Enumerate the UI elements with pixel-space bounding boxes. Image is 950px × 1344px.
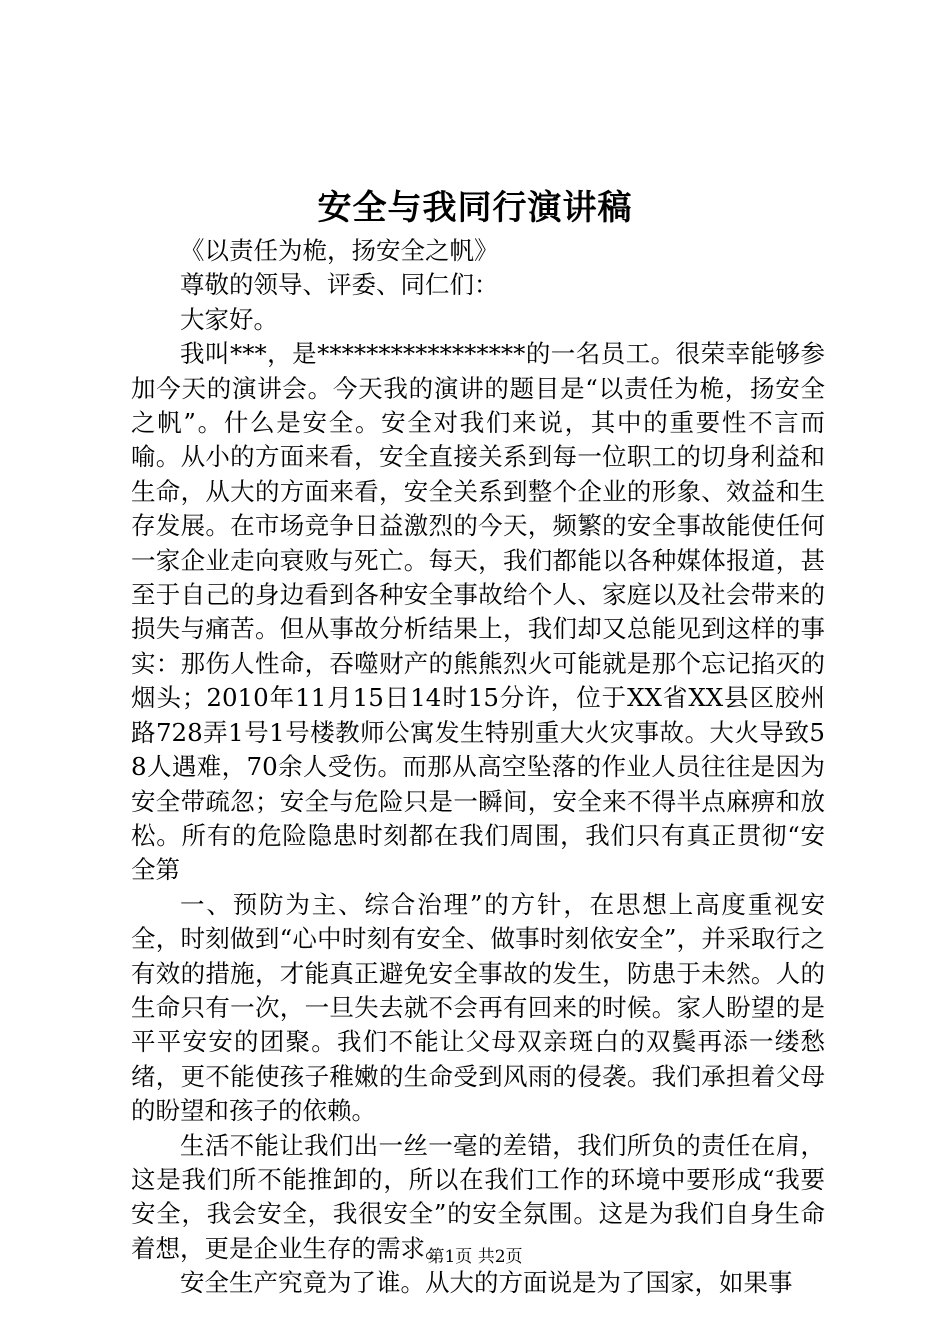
- paragraph-production: 安全生产究竟为了谁。从大的方面说是为了国家，如果事: [180, 1268, 793, 1298]
- paragraph-prevention: 一、预防为主、综合治理”的方针，在思想上高度重视安全，时刻做到“心中时刻有安全、做事时刻依安全”，并采取行之有效的措施，才能真正避免安全事故的发生，防患于未然。人的生命只有一次，一旦失去就不会再有回来的时候。家人盼望的是平平安安的团聚。我们不能让父母双亲斑白的双鬓再添一缕愁绪，更不能使孩子稚嫩的生命受到风雨的侵袭。我们承担着父母的盼望和孩子的依赖。: [131, 889, 825, 1126]
- document-title: 安全与我同行演讲稿: [317, 188, 633, 228]
- paragraph-responsibility: 生活不能让我们出一丝一毫的差错，我们所负的责任在肩，这是我们所不能推卸的，所以在我们工作的环境中要形成“我要安全，我会安全，我很安全”的安全氛围。这是为我们自身生命着想，更是企业生存的需求。: [131, 1130, 825, 1263]
- paragraph-salutation: 尊敬的领导、评委、同仁们：: [180, 270, 499, 300]
- paragraph-subtitle: 《以责任为桅，扬安全之帆》: [180, 236, 499, 265]
- paragraph-greeting: 大家好。: [180, 304, 278, 334]
- document-body: [131, 234, 825, 1301]
- paragraph-introduction: 我叫***，是*****************的一名员工。很荣幸能够参加今天的演讲会。今天我的演讲的题目是“以责任为桅，扬安全之帆”。什么是安全。安全对我们来说，其中的重要性不言而喻。从小的方面来看，安全直接关系到每一位职工的切身利益和生命，从大的方面来看，安全关系到整个企业的形象、效益和生存发展。在市场竞争日益激烈的今天，频繁的安全事故能使任何一家企业走向衰败与死亡。每天，我们都能以各种媒体报道，甚至于自己的身边看到各种安全事故给个人、家庭以及社会带来的损失与痛苦。但从事故分析结果上，我们却又总能见到这样的事实：那伤人性命，吞噬财产的熊熊烈火可能就是那个忘记掐灭的烟头；2010年11月15日14时15分许，位于XX省XX县区胶州路728弄1号1号楼教师公寓发生特别重大火灾事故。大火导致58人遇难，70余人受伤。而那从高空坠落的作业人员往往是因为安全带疏忽；安全与危险只是一瞬间，安全来不得半点麻痹和放松。所有的危险隐患时刻都在我们周围，我们只有真正贯彻“安全第: [131, 339, 825, 885]
- page-number: 第1页 共2页: [427, 1247, 523, 1267]
